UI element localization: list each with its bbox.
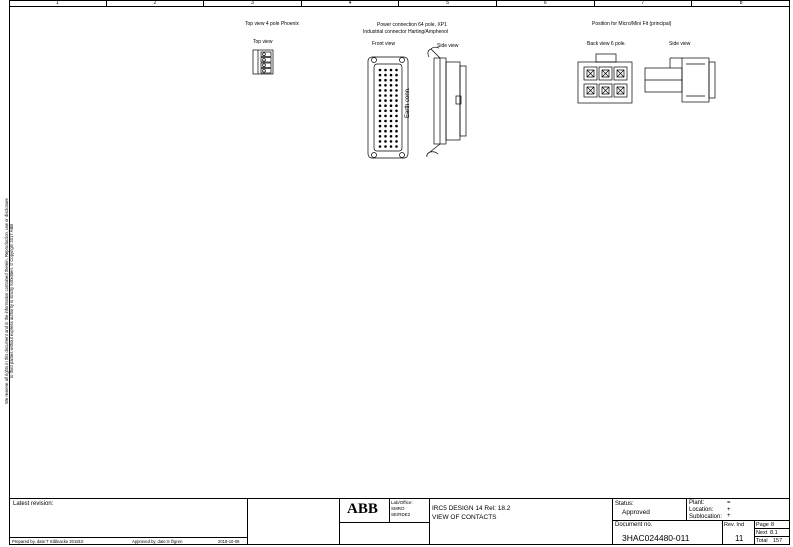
connector-pin xyxy=(384,120,387,123)
connector-pin xyxy=(395,120,398,123)
ruler-col-8: 8 xyxy=(739,0,743,6)
drawing-title: VIEW OF CONTACTS xyxy=(432,514,497,521)
plant-value: = xyxy=(727,500,731,506)
connector-pin xyxy=(379,84,382,87)
connector-pin xyxy=(379,99,382,102)
ruler-col-6: 6 xyxy=(497,0,595,7)
connector-pin xyxy=(395,99,398,102)
connector-pin xyxy=(395,74,398,77)
connector-pin xyxy=(390,89,393,92)
prepared-by: Prepared by, date:T Stålnacke 201810 xyxy=(12,539,84,544)
connector-pin xyxy=(390,115,393,118)
connector-pin xyxy=(395,115,398,118)
connector-pin xyxy=(390,110,393,113)
location-line-3: SE/RDE2 xyxy=(391,512,411,517)
next-label: Next xyxy=(756,530,768,536)
connector-pin xyxy=(384,84,387,87)
connector-pin xyxy=(379,94,382,97)
power-title-1: Power connection 64 pole, XP1 xyxy=(377,22,447,28)
connector-pin xyxy=(395,145,398,148)
power-side-label: Side view xyxy=(437,43,459,49)
connector-pin xyxy=(395,94,398,97)
connector-pin xyxy=(384,125,387,128)
connector-pin xyxy=(379,110,382,113)
connector-pin xyxy=(395,125,398,128)
connector-pin xyxy=(379,115,382,118)
power-front-view-drawing xyxy=(368,57,408,158)
connector-pin xyxy=(390,104,393,107)
connector-pin xyxy=(379,140,382,143)
connector-pin xyxy=(384,99,387,102)
connector-pin xyxy=(395,135,398,138)
connector-pin xyxy=(379,104,382,107)
connector-pin xyxy=(390,99,393,102)
page-value: 8 xyxy=(771,522,775,528)
connector-pin xyxy=(395,110,398,113)
ruler-col-3: 3 xyxy=(204,0,302,7)
location-line-2: SMRO xyxy=(391,506,405,511)
ruler-col-7: 7 xyxy=(595,0,693,7)
micro-back-label: Back view 6 pole. xyxy=(587,41,626,47)
connector-pin xyxy=(395,130,398,133)
connector-pin xyxy=(384,140,387,143)
connector-pin xyxy=(384,145,387,148)
connector-pin xyxy=(384,94,387,97)
connector-pin xyxy=(379,79,382,82)
connector-pin xyxy=(384,74,387,77)
phoenix-connector-drawing xyxy=(253,50,273,74)
document-no-label: Document no. xyxy=(615,522,653,528)
connector-pin xyxy=(384,130,387,133)
connector-pin xyxy=(390,120,393,123)
design-line: IRC5 DESIGN 14 Rel: 18.2 xyxy=(432,505,511,512)
connector-pin xyxy=(379,120,382,123)
connector-pin xyxy=(390,125,393,128)
connector-pin xyxy=(395,69,398,72)
power-front-label: Front view xyxy=(372,41,396,47)
connector-pin xyxy=(384,69,387,72)
page-label: Page xyxy=(756,522,769,528)
connector-pin xyxy=(390,69,393,72)
connector-pin xyxy=(395,84,398,87)
connector-pin xyxy=(379,89,382,92)
ruler-col-2: 2 xyxy=(107,0,205,7)
earth-conn-label: Earth conn. xyxy=(405,87,411,118)
connector-pin xyxy=(390,74,393,77)
micro-side-view-drawing xyxy=(645,58,715,102)
connector-pin xyxy=(384,79,387,82)
micro-title: Position for Micro/Mini Fit (principal) xyxy=(592,21,672,27)
sublocation-value: + xyxy=(727,513,731,519)
connector-pin xyxy=(384,135,387,138)
connector-pin xyxy=(379,74,382,77)
ruler-col-5: 5 xyxy=(399,0,497,7)
approved-by: Approved by, date:S Ögren xyxy=(132,539,183,544)
phoenix-subtitle: Top view xyxy=(253,39,273,45)
plant-label: Plant: xyxy=(689,500,705,506)
document-no: 3HAC024480-011 xyxy=(622,533,690,543)
location-label: Location: xyxy=(689,507,714,513)
micro-side-label: Side view xyxy=(669,41,691,47)
rev-label: Rev. Ind xyxy=(724,522,745,528)
connector-pin xyxy=(390,94,393,97)
abb-logo: ABB xyxy=(347,501,378,517)
connector-pin xyxy=(379,69,382,72)
total-value: 157 xyxy=(773,538,783,544)
connector-pin xyxy=(379,145,382,148)
connector-pin xyxy=(390,140,393,143)
phoenix-title: Top view 4 pole Phoenix xyxy=(245,21,299,27)
latest-revision-label: Latest revision: xyxy=(13,501,54,507)
ruler-col-4: 4 xyxy=(302,0,400,7)
micro-back-view-drawing xyxy=(578,54,632,103)
connector-pin xyxy=(384,104,387,107)
connector-pin xyxy=(390,79,393,82)
power-side-view-drawing xyxy=(427,47,466,157)
connector-pin xyxy=(390,135,393,138)
connector-pin xyxy=(395,104,398,107)
connector-pin xyxy=(390,130,393,133)
approved-date: 2018-10-08 xyxy=(218,539,240,544)
location-line-1: Lab/Office: xyxy=(391,500,413,505)
connector-pin xyxy=(395,140,398,143)
connector-pin xyxy=(395,89,398,92)
rev-value: 11 xyxy=(735,534,744,543)
power-title-2: Industrial connector Harting/Amphenol xyxy=(363,29,449,35)
connector-pin xyxy=(390,145,393,148)
connector-pin xyxy=(379,135,382,138)
copyright-side-note: We reserve all rights in this document and in the information contained therein. Reproduction, use or disclosure to third parties without express authority is strictly forbidden. © Copyright 2017 ABB xyxy=(4,198,14,404)
status-value: Approved xyxy=(622,509,650,516)
ruler-col-1: 1 xyxy=(9,0,107,7)
location-value: + xyxy=(727,507,731,513)
connector-pin xyxy=(379,130,382,133)
connector-pin xyxy=(395,79,398,82)
next-value: 8.1 xyxy=(770,530,778,536)
status-label: Status: xyxy=(615,501,634,507)
connector-pin xyxy=(379,125,382,128)
connector-pin xyxy=(384,115,387,118)
total-label: Total xyxy=(756,538,768,544)
sublocation-label: Sublocation: xyxy=(689,514,723,520)
connector-pin xyxy=(384,110,387,113)
connector-pin xyxy=(390,84,393,87)
connector-pin xyxy=(384,89,387,92)
